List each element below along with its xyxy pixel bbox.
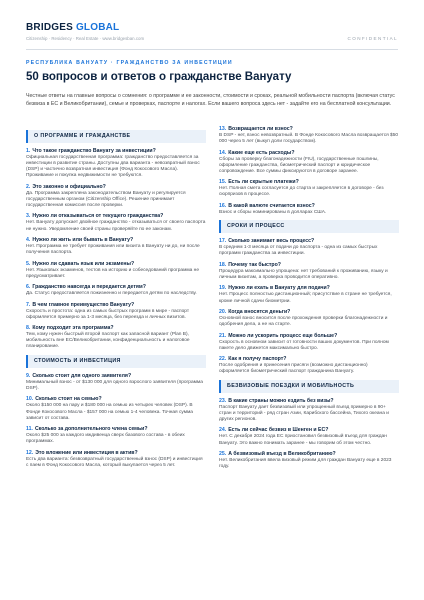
faq-item	[26, 373, 206, 392]
faq-question-text: Можно ли ускорить процесс еще больше?	[228, 332, 338, 339]
faq-question	[26, 237, 206, 244]
brand-main: BRIDGES	[26, 22, 73, 33]
faq-question	[219, 262, 399, 269]
faq-item	[219, 398, 399, 423]
faq-question-text: Нужно ли ехать в Вануату для подачи?	[228, 285, 330, 292]
faq-question-text: Как я получу паспорт?	[228, 356, 287, 363]
faq-item	[219, 238, 399, 257]
faq-item	[219, 333, 399, 352]
faq-answer: Официальная государственная программа: гражданство предоставляется за инвестиции в развитие страны. Доступны два варианта - невозвратный взнос (DSP) и частично возвратная инвестиция (Фонд Кокосового Масла). Проживание и покупка недвижимости не требуются.	[26, 155, 200, 179]
faq-question-text: Сколько стоит на семью?	[35, 396, 102, 403]
faq-answer: Скорость в основном зависит от готовности ваших документов. При полном пакете дело движется максимально быстро.	[219, 339, 389, 351]
faq-question-text: Что такое гражданство Вануату за инвестиции?	[32, 148, 156, 154]
faq-number: 3.	[26, 213, 31, 220]
faq-number: 14.	[219, 149, 227, 156]
section-heading: БЕЗВИЗОВЫЕ ПОЕЗДКИ И МОБИЛЬНОСТЬ	[219, 380, 399, 393]
faq-item	[219, 451, 399, 470]
document-intro: Честные ответы на главные вопросы о сомнения: о программе и ее законности, стоимости и сроках, реальной мобильности паспорта (включая статус безвиза в ЕС и Великобритании), семье и проверках, паспорте и налогах. Если вашего вопроса здесь нет - задайте его на бесплатной консультации.	[26, 93, 395, 107]
faq-question	[219, 126, 399, 133]
faq-answer: Паспорт Вануату дает безвизовый или упрощенный въезд примерно в 90+ стран и территорий - ряд стран Азии, Карибского бассейна, Тихого океана и других регионов.	[219, 404, 389, 422]
faq-number: 9.	[26, 372, 31, 379]
faq-question-text: А безвизовый въезд в Великобританию?	[228, 451, 336, 458]
faq-answer: Взнос и сборы номинированы в долларах США.	[219, 209, 327, 215]
confidential-label: CONFIDENTIAL	[347, 36, 398, 41]
faq-item	[26, 450, 206, 469]
faq-question-text: Нужно ли отказываться от текущего гражданства?	[32, 213, 164, 220]
faq-question	[219, 309, 399, 316]
faq-question	[26, 373, 206, 380]
faq-number: 10.	[26, 396, 34, 403]
faq-item	[219, 126, 399, 145]
brand-tagline: Citizenship · Residency · Real Estate · www.bridgesban.com	[26, 36, 145, 41]
faq-number: 18.	[219, 261, 227, 268]
faq-item	[26, 237, 206, 256]
faq-question	[26, 148, 206, 155]
faq-answer: Сборы за проверку благонадежности (FIU), государственные пошлины, оформление гражданства, биометрический паспорт и юридическое сопровождение. Все суммы фиксируются в договоре заранее.	[219, 156, 379, 174]
faq-answer: Нет. Процесс полностью дистанционный; присутствие в стране не требуется, кроме личной сдачи биометрии.	[219, 292, 392, 304]
faq-answer: Нет. С декабря 2024 года ЕС приостановил безвизовый въезд для граждан Вануату. Это важно понимать заранее - мы говорим об этом честно.	[219, 434, 387, 446]
faq-question	[219, 398, 399, 405]
faq-question-text: Почему так быстро?	[228, 261, 281, 268]
faq-number: 4.	[26, 237, 31, 244]
faq-item	[219, 150, 399, 175]
faq-number: 25.	[219, 451, 227, 458]
faq-question	[26, 450, 206, 457]
faq-answer: Тем, кому нужен быстрый второй паспорт как запасной вариант (Plan B), мобильность вне ЕС/Великобритании, конфиденциальность и налоговое планирование.	[26, 332, 190, 350]
faq-answer: Есть два варианта: безвозвратный государственный взнос (DSP) и инвестиция с паем в Фонд Кокосового Масла, который выкупается через 5 лет.	[26, 456, 203, 468]
left-column	[26, 126, 206, 473]
faq-question	[26, 261, 206, 268]
faq-item	[26, 284, 206, 297]
faq-answer: Нет. Языковых экзаменов, тестов на историю и собеседований программа не предусматривает.	[26, 267, 199, 279]
faq-question-text: В какие страны можно ездить без визы?	[228, 397, 334, 404]
faq-number: 5.	[26, 260, 31, 267]
faq-number: 16.	[219, 202, 227, 209]
faq-answer: Нет. Вануату допускает двойное гражданство - отказываться от своего паспорта не нужно. Уведомление своей страны проверяйте по ее законам.	[26, 220, 206, 232]
faq-question-text: Есть ли сейчас безвиз в Шенген и ЕС?	[228, 427, 329, 434]
faq-question	[219, 150, 399, 157]
faq-number: 23.	[219, 397, 227, 404]
faq-question	[219, 451, 399, 458]
faq-item	[26, 396, 206, 421]
faq-question-text: Кому подходит эта программа?	[32, 325, 114, 332]
page-header	[26, 22, 398, 48]
faq-number: 17.	[219, 238, 227, 245]
faq-item	[219, 203, 399, 216]
faq-question	[219, 203, 399, 210]
faq-number: 2.	[26, 183, 31, 190]
faq-answer: Да. Программа закреплена законодательством Вануату и регулируется государственным органом (Citizenship Office). Решение принимает государственная комиссия после проверки.	[26, 190, 186, 208]
faq-item	[26, 302, 206, 321]
faq-question-text: Сколько стоит для одного заявителя?	[32, 372, 132, 379]
section-heading: О ПРОГРАММЕ И ГРАЖДАНСТВЕ	[26, 130, 206, 143]
faq-question	[219, 333, 399, 340]
faq-number: 8.	[26, 325, 31, 332]
faq-number: 15.	[219, 179, 227, 186]
faq-item	[26, 148, 206, 179]
document-title: 50 вопросов и ответов о гражданстве Вануату	[26, 71, 292, 83]
section-heading: СРОКИ И ПРОЦЕСС	[219, 220, 399, 233]
faq-item	[219, 285, 399, 304]
faq-number: 24.	[219, 427, 227, 434]
brand-logo	[26, 22, 398, 33]
faq-question-text: Возвращается ли взнос?	[228, 126, 293, 132]
faq-item	[26, 426, 206, 445]
faq-answer: Минимальный взнос - от $130 000 для одного взрослого заявителя (программа DSP).	[26, 379, 203, 391]
faq-item	[26, 261, 206, 280]
faq-answer: Да. Статус предоставляется пожизненно и передается детям по наследству.	[26, 291, 197, 297]
faq-question-text: В какой валюте считается взнос?	[228, 202, 315, 209]
faq-question-text: Это законно и официально?	[32, 183, 106, 190]
faq-question	[26, 184, 206, 191]
faq-question	[26, 302, 206, 309]
faq-question-text: Когда вносятся деньги?	[228, 309, 291, 316]
faq-number: 6.	[26, 284, 31, 291]
faq-answer: Около $150 000 на пару и $180 000 на семью из четырех человек (DSP). В Фонде Кокосового Масла - $157 000 на семью 1-4 человека. Точная сумма зависит от состава.	[26, 403, 193, 421]
right-column	[219, 126, 399, 475]
faq-question-text: В чем главное преимущество Вануату?	[32, 301, 135, 308]
faq-number: 13.	[219, 126, 227, 132]
faq-question-text: Есть ли скрытые платежи?	[228, 179, 299, 186]
faq-answer: После одобрения и принесения присяги (возможно дистанционно) оформляется биометрический паспорт гражданина Вануату.	[219, 363, 368, 375]
faq-answer: В среднем 1-3 месяца от подачи до паспорта - одна из самых быстрых программ гражданства за инвестиции.	[219, 245, 378, 257]
faq-question-text: Нужно ли жить или бывать в Вануату?	[32, 237, 134, 244]
faq-answer: Основной взнос вносится после прохождения проверки благонадежности и одобрения дела, а не на старте.	[219, 316, 388, 328]
faq-number: 22.	[219, 356, 227, 363]
faq-item	[219, 356, 399, 375]
faq-number: 12.	[26, 449, 34, 456]
faq-question-text: Какие еще есть расходы?	[228, 149, 295, 156]
faq-number: 11.	[26, 426, 33, 433]
faq-item	[26, 213, 206, 232]
faq-item	[26, 184, 206, 209]
faq-question-text: Гражданство навсегда и передается детям?	[32, 284, 146, 291]
faq-answer: Около $25 000 за каждого иждивенца сверх базового состава - в обеих программах.	[26, 433, 185, 445]
faq-answer: Нет. Великобритания ввела визовый режим для граждан Вануату еще в 2023 году.	[219, 458, 392, 470]
faq-number: 19.	[219, 285, 227, 292]
faq-answer: Нет. Программа не требует проживания или визита в Вануату ни до, ни после получения паспорта.	[26, 244, 200, 256]
faq-question-text: Сколько занимает весь процесс?	[228, 238, 315, 245]
faq-question-text: Нужно ли сдавать язык или экзамены?	[32, 260, 135, 267]
faq-answer: Процедура максимально упрощена: нет требований к проживанию, языку и личным визитам, а проверка проводится оперативно.	[219, 268, 388, 280]
brand-accent: GLOBAL	[75, 22, 120, 33]
faq-number: 20.	[219, 309, 227, 316]
faq-item	[219, 262, 399, 281]
faq-answer: Нет. Полная смета согласуется до старта и закрепляется в договоре - без сюрпризов в процессе.	[219, 186, 384, 198]
faq-answer: Скорость и простота: одна из самых быстрых программ в мире - паспорт оформляется примерно за 1-3 месяца, без переезда и личных визитов.	[26, 308, 190, 320]
faq-number: 21.	[219, 332, 227, 339]
faq-question-text: Сколько за дополнительного члена семьи?	[34, 426, 148, 433]
header-divider	[26, 49, 398, 50]
faq-answer: В DSP - нет, взнос невозвратный. В Фонде Кокосового Масла возвращается $50 000 через 5 лет (выкуп доли государством).	[219, 133, 399, 145]
faq-item	[219, 309, 399, 328]
section-heading: СТОИМОСТЬ И ИНВЕСТИЦИЯ	[26, 355, 206, 368]
faq-number: 1.	[26, 148, 31, 154]
faq-item	[26, 325, 206, 350]
document-kicker: РЕСПУБЛИКА ВАНУАТУ · ГРАЖДАНСТВО ЗА ИНВЕСТИЦИИ	[26, 60, 233, 66]
faq-question-text: Это вложение или инвестиция в актив?	[35, 449, 138, 456]
faq-number: 7.	[26, 301, 31, 308]
faq-item	[219, 179, 399, 198]
faq-item	[219, 427, 399, 446]
